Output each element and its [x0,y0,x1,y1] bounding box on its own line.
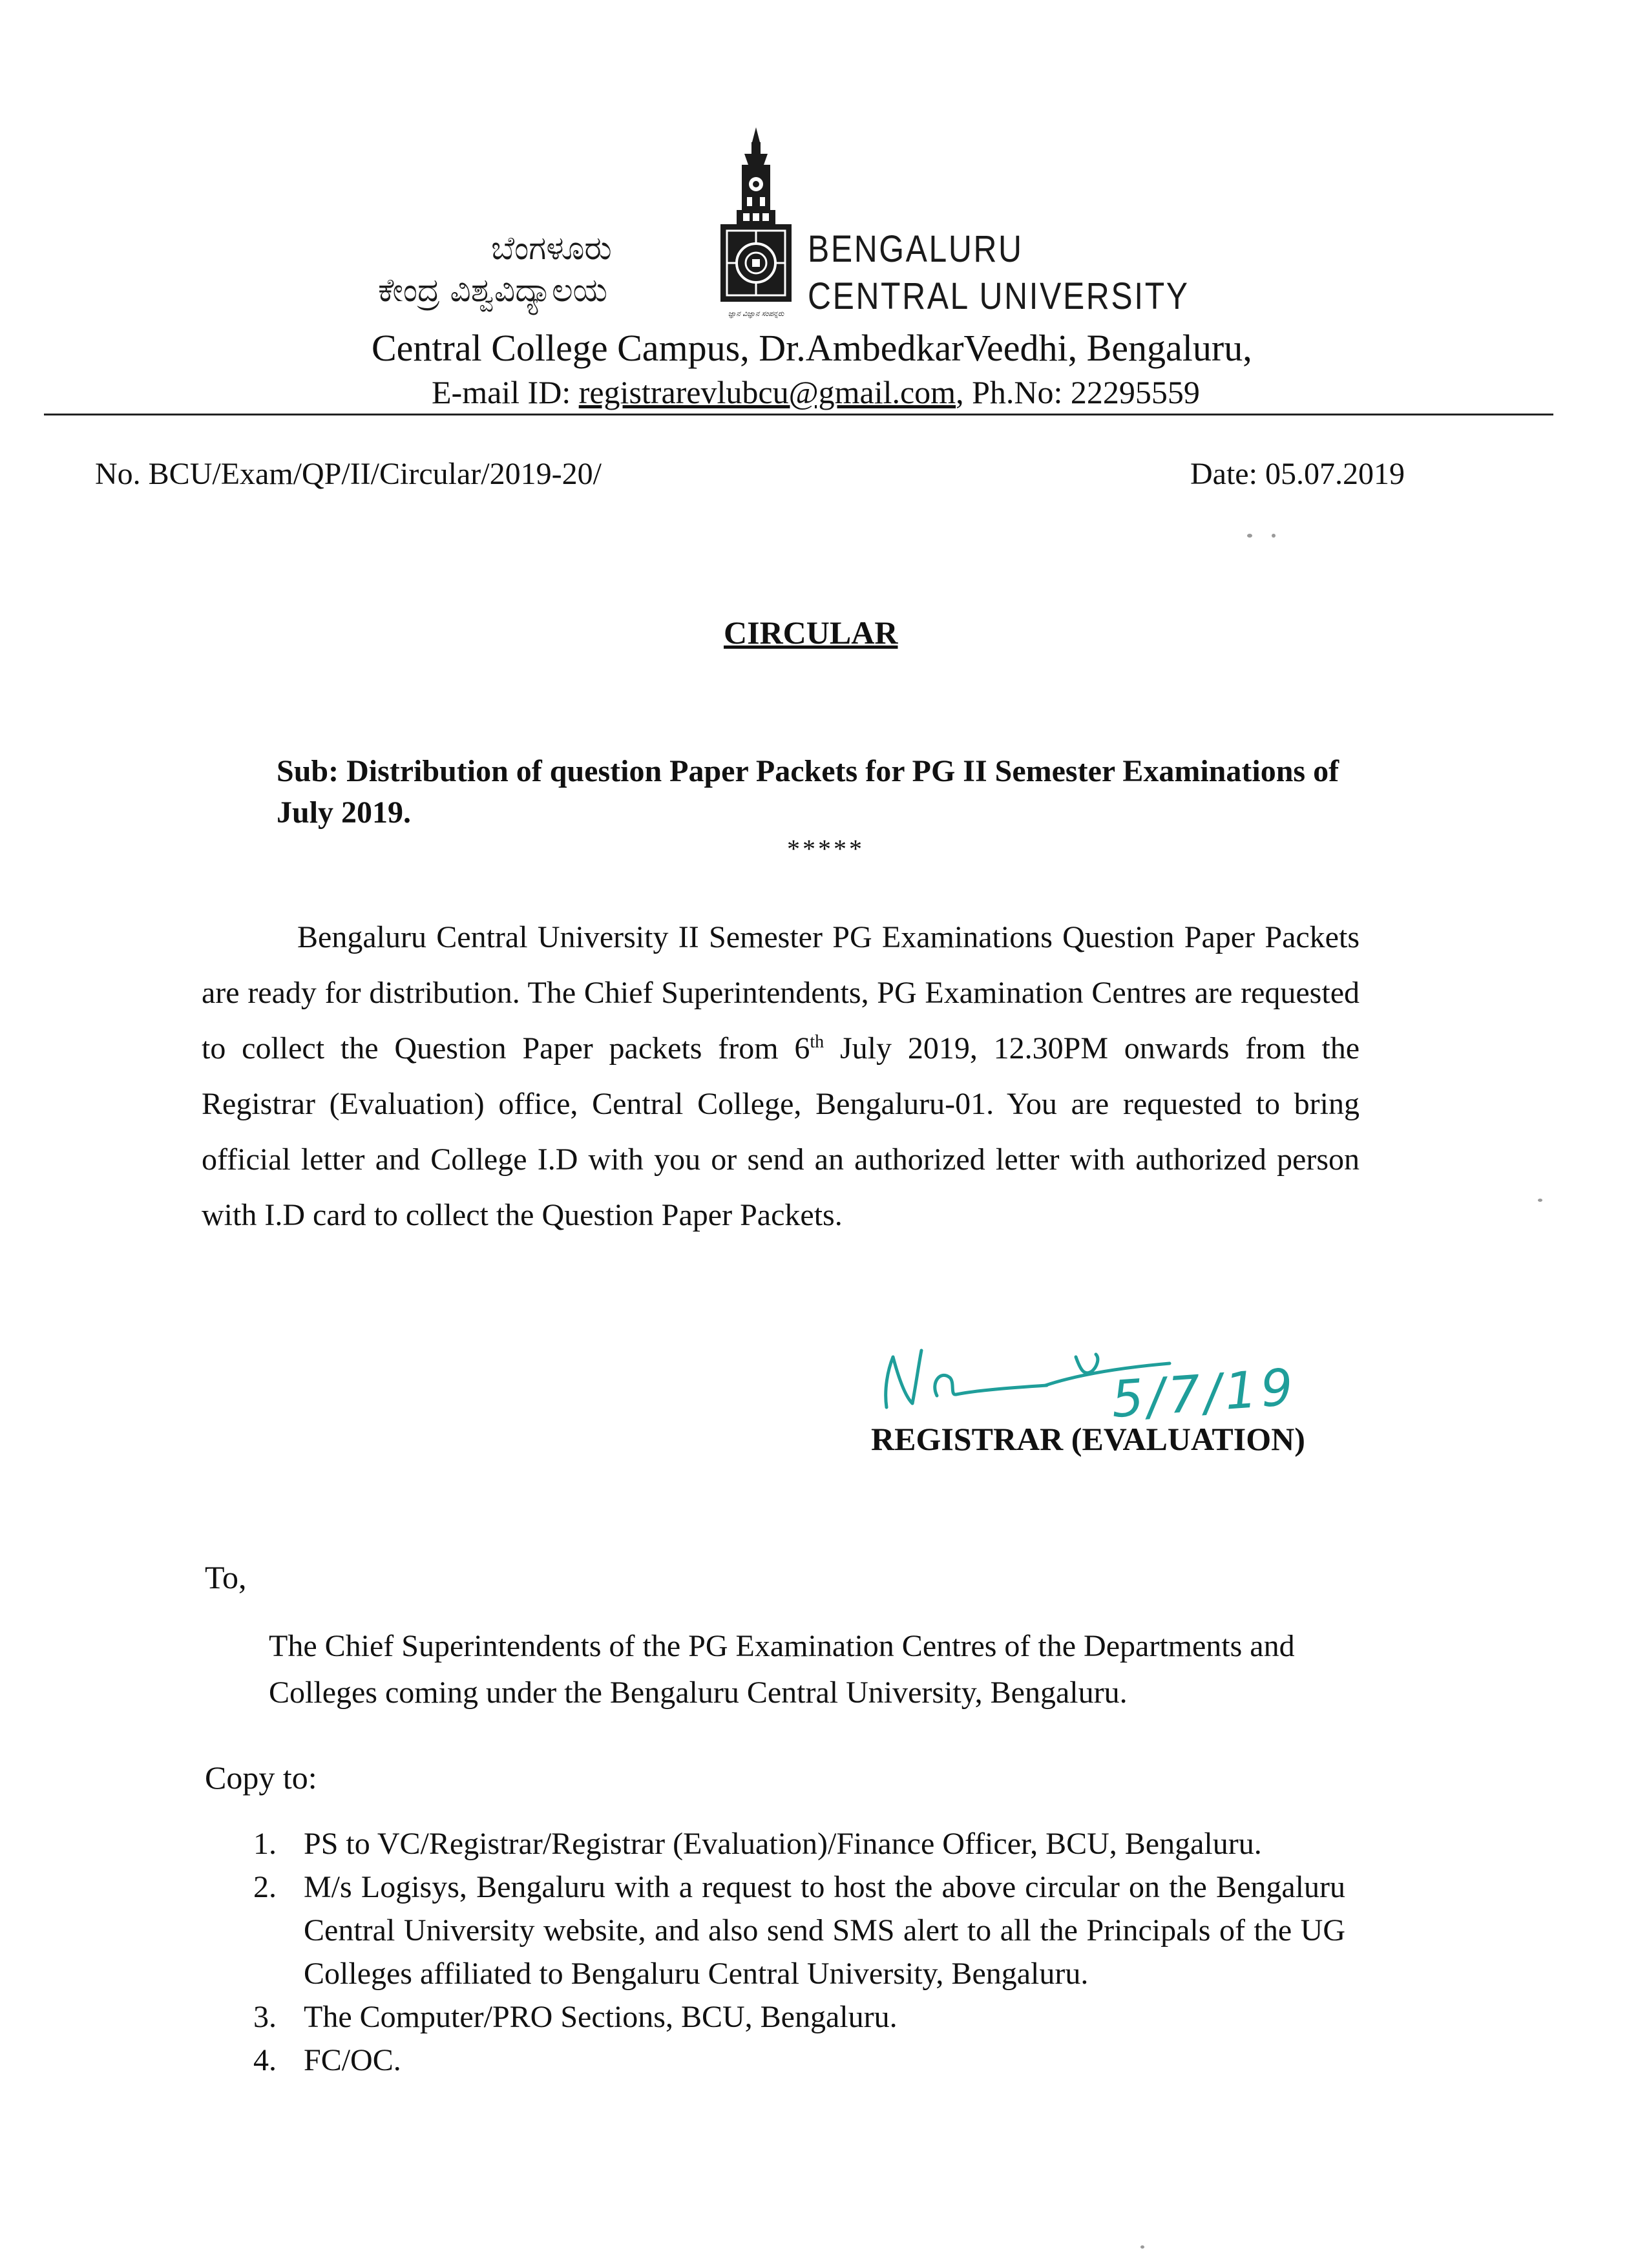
reference-number: No. BCU/Exam/QP/II/Circular/2019-20/ [95,457,602,491]
separator-stars: ***** [787,834,865,863]
signatory-designation: REGISTRAR (EVALUATION) [871,1421,1305,1457]
list-item-number: 4. [253,2043,277,2077]
list-item-number: 3. [253,2000,277,2034]
circular-date: Date: 05.07.2019 [1190,457,1405,491]
scan-speck [1538,1199,1542,1202]
logo-motto: ಜ್ಞಾನ ವಿಜ್ಞಾನ ಸಂಪನ್ನರು [728,310,784,318]
list-item-number: 2. [253,1870,277,1904]
university-name-english-line2: CENTRAL UNIVERSITY [808,275,1190,317]
list-item [253,1995,1345,2039]
list-item [253,1822,1345,1865]
body-text-part1: Bengaluru Central University II Semester PG Examinations Question Paper Packets are ready for distribution. The Chief Superintendents, PG Examination Centres are requested to collect the Question Paper packets from 6 [202,920,1360,1066]
signature-date: 5/7/19 [1109,1358,1299,1429]
scan-speck [1140,2245,1144,2249]
list-item [253,1865,1345,1995]
scan-speck [1272,534,1276,538]
header-divider [44,414,1553,415]
to-label: To, [205,1559,247,1595]
subject-line: Sub: Distribution of question Paper Packets for PG II Semester Examinations of July 2019. [277,754,1339,830]
body-text-part2: July 2019, 12.30PM onwards from the Registrar (Evaluation) office, Central College, Bengaluru-01. You are requested to bring official letter and College I.D with you or send an authorized letter with authorized person with I.D card to collect the Question Paper Packets. [202,1031,1360,1232]
email-link[interactable]: registrarevlubcu@gmail.com [578,374,956,410]
recipient-text: The Chief Superintendents of the PG Examination Centres of the Departments and Colleges coming under the Bengaluru Central University, Bengaluru. [269,1629,1295,1710]
university-address: Central College Campus, Dr.AmbedkarVeedhi, Bengaluru, [372,327,1252,369]
university-name-kannada-line1: ಬೆಂಗಳೂರು [491,229,612,267]
copy-to-label: Copy to: [205,1759,317,1796]
list-item-text: PS to VC/Registrar/Registrar (Evaluation)/Finance Officer, BCU, Bengaluru. [304,1827,1262,1861]
copy-to-list [253,1822,1345,2082]
document-title: CIRCULAR [724,614,898,651]
clock-tower-emblem-icon [711,126,801,326]
list-item-text: The Computer/PRO Sections, BCU, Bengaluru. [304,2000,898,2034]
email-label: E-mail ID: [432,374,579,410]
ordinal-suffix: th [810,1032,824,1052]
list-item [253,2039,1345,2082]
list-item-number: 1. [253,1827,277,1861]
list-item-text: FC/OC. [304,2043,401,2077]
university-name-kannada-line2: ಕೇಂದ್ರ ವಿಶ್ವವಿದ್ಯಾಲಯ [378,271,608,309]
phone-number: , Ph.No: 22295559 [956,374,1200,410]
university-logo [711,126,801,326]
list-item-text: M/s Logisys, Bengaluru with a request to host the above circular on the Bengaluru Central University website, and also send SMS alert to all the Principals of the UG Colleges affiliated to Bengaluru Central University, Bengaluru. [304,1870,1345,1991]
scan-speck [1247,534,1252,538]
contact-line [432,373,1200,411]
body-paragraph [202,910,1360,1243]
university-name-english-line1: BENGALURU [808,228,1024,270]
